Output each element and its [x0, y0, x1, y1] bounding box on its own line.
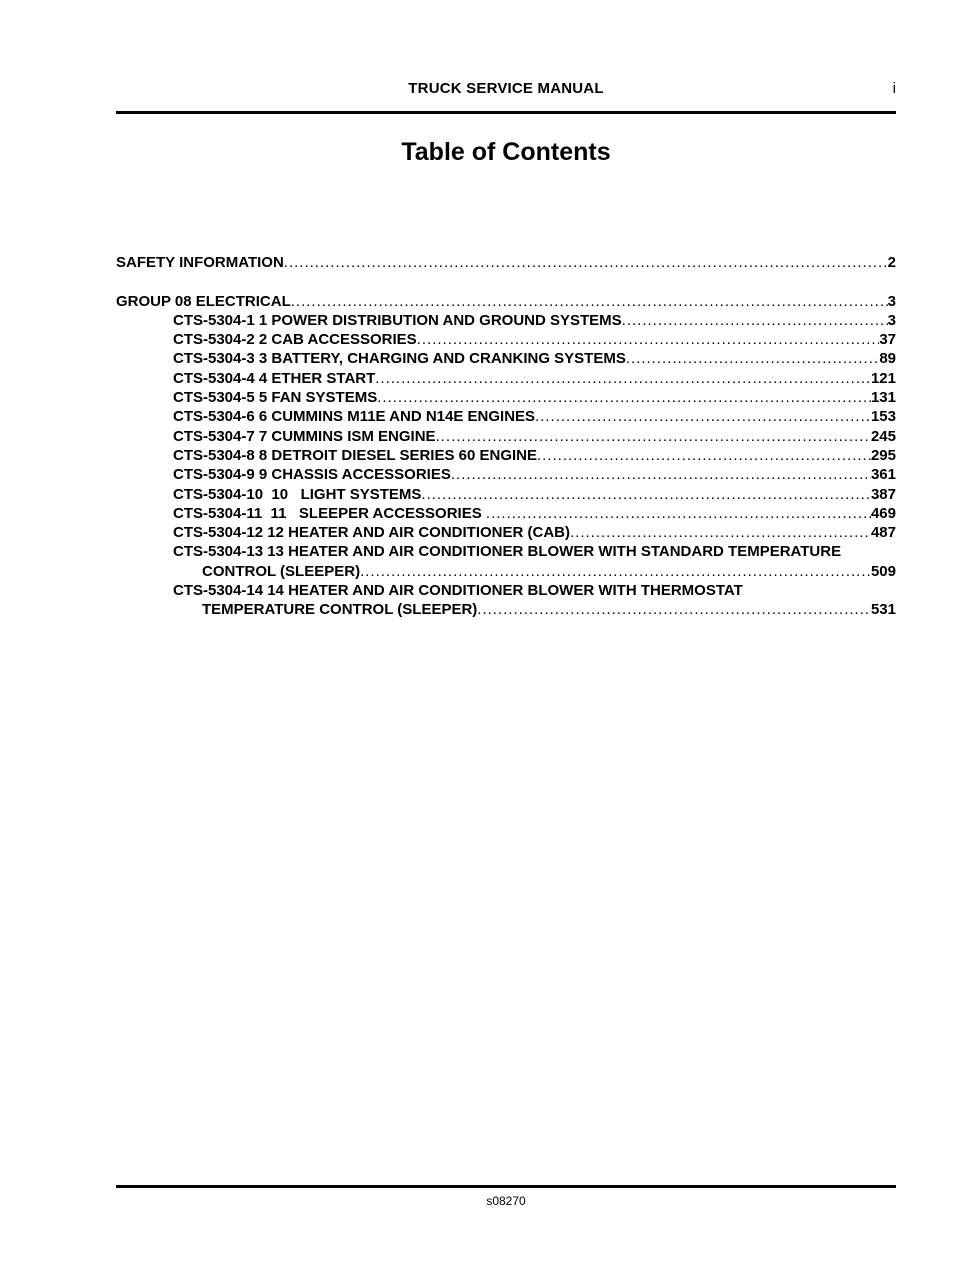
toc-entry-page: 469 — [870, 504, 896, 522]
toc-entry-page: 245 — [870, 427, 896, 445]
dot-leader — [451, 465, 871, 484]
dot-leader — [477, 600, 871, 619]
toc-entry-label: CTS-5304-13 13 HEATER AND AIR CONDITIONER BLOWER WITH STANDARD TEMPERATURE — [173, 543, 842, 561]
toc-entry-cts-5304-14[interactable] — [116, 581, 896, 600]
toc-entry-page: 37 — [879, 331, 896, 349]
toc-entry-cts-5304-3[interactable] — [116, 349, 896, 368]
toc-entry-cts-5304-13[interactable] — [116, 542, 896, 561]
dot-leader — [284, 253, 888, 272]
toc-entry-cts-5304-5[interactable] — [116, 388, 896, 407]
dot-leader — [436, 427, 871, 446]
toc-entry-cts-5304-7[interactable] — [116, 427, 896, 446]
manual-title: TRUCK SERVICE MANUAL — [408, 80, 604, 97]
toc-entry-safety[interactable] — [116, 253, 896, 272]
toc-entry-page: 89 — [879, 350, 896, 368]
toc-entry-page: 361 — [870, 466, 896, 484]
footer-rule — [116, 1185, 896, 1188]
toc-entry-label: GROUP 08 ELECTRICAL — [116, 292, 291, 310]
dot-leader — [417, 330, 880, 349]
dot-leader — [626, 349, 879, 368]
dot-leader — [375, 369, 871, 388]
toc-entry-cts-5304-14-continued[interactable] — [116, 600, 896, 619]
toc-entry-cts-5304-11[interactable] — [116, 504, 896, 523]
table-of-contents — [116, 253, 896, 620]
toc-entry-label-continued: TEMPERATURE CONTROL (SLEEPER) — [202, 601, 478, 619]
dot-leader — [535, 407, 871, 426]
toc-entry-label-continued: CONTROL (SLEEPER) — [202, 562, 361, 580]
toc-entry-cts-5304-12[interactable] — [116, 523, 896, 542]
toc-entry-page: 2 — [887, 254, 896, 271]
dot-leader — [421, 485, 871, 504]
toc-entry-label: SAFETY INFORMATION — [116, 254, 284, 271]
toc-entry-label: CTS-5304-10 10 LIGHT SYSTEMS — [173, 485, 422, 503]
toc-entry-label: CTS-5304-7 7 CUMMINS ISM ENGINE — [173, 427, 436, 445]
header-rule — [116, 111, 896, 114]
toc-entry-page: 121 — [870, 369, 896, 387]
dot-leader — [360, 562, 871, 581]
toc-entry-cts-5304-2[interactable] — [116, 330, 896, 349]
dot-leader — [622, 311, 888, 330]
toc-entry-label: CTS-5304-1 1 POWER DISTRIBUTION AND GROUND SYSTEMS — [173, 311, 622, 329]
dot-leader — [486, 504, 871, 523]
toc-entry-label: CTS-5304-8 8 DETROIT DIESEL SERIES 60 ENGINE — [173, 446, 537, 464]
toc-entry-page: 487 — [870, 524, 896, 542]
toc-entry-cts-5304-9[interactable] — [116, 465, 896, 484]
toc-entry-page: 153 — [870, 408, 896, 426]
toc-entry-cts-5304-13-continued[interactable] — [116, 562, 896, 581]
toc-entry-cts-5304-4[interactable] — [116, 369, 896, 388]
toc-entry-label: CTS-5304-14 14 HEATER AND AIR CONDITIONER BLOWER WITH THERMOSTAT — [173, 582, 743, 600]
document-id: s08270 — [486, 1194, 526, 1208]
toc-entry-group-08[interactable] — [116, 292, 896, 311]
toc-entry-page: 3 — [887, 311, 896, 329]
toc-entry-label: CTS-5304-6 6 CUMMINS M11E AND N14E ENGINES — [173, 408, 536, 426]
toc-entry-label: CTS-5304-3 3 BATTERY, CHARGING AND CRANKING SYSTEMS — [173, 350, 626, 368]
page-header — [116, 80, 896, 100]
dot-leader — [291, 292, 888, 311]
document-title: Table of Contents — [401, 138, 611, 166]
dot-leader — [570, 523, 871, 542]
toc-entry-page: 509 — [870, 562, 896, 580]
toc-entry-label: CTS-5304-2 2 CAB ACCESSORIES — [173, 331, 417, 349]
toc-entry-page: 3 — [887, 292, 896, 310]
toc-entry-label: CTS-5304-5 5 FAN SYSTEMS — [173, 389, 378, 407]
toc-entry-page: 295 — [870, 446, 896, 464]
dot-leader — [537, 446, 871, 465]
dot-leader — [377, 388, 871, 407]
toc-entry-label: CTS-5304-9 9 CHASSIS ACCESSORIES — [173, 466, 451, 484]
toc-entry-cts-5304-10[interactable] — [116, 485, 896, 504]
toc-entry-page: 131 — [870, 389, 896, 407]
page-number: i — [892, 80, 896, 97]
toc-entry-page: 531 — [870, 601, 896, 619]
toc-entry-label: CTS-5304-12 12 HEATER AND AIR CONDITIONER (CAB) — [173, 524, 570, 542]
toc-entry-cts-5304-8[interactable] — [116, 446, 896, 465]
toc-entry-cts-5304-6[interactable] — [116, 407, 896, 426]
toc-entry-label: CTS-5304-4 4 ETHER START — [173, 369, 376, 387]
toc-entry-page: 387 — [870, 485, 896, 503]
toc-entry-label: CTS-5304-11 11 SLEEPER ACCESSORIES — [173, 504, 486, 522]
toc-entry-cts-5304-1[interactable] — [116, 311, 896, 330]
